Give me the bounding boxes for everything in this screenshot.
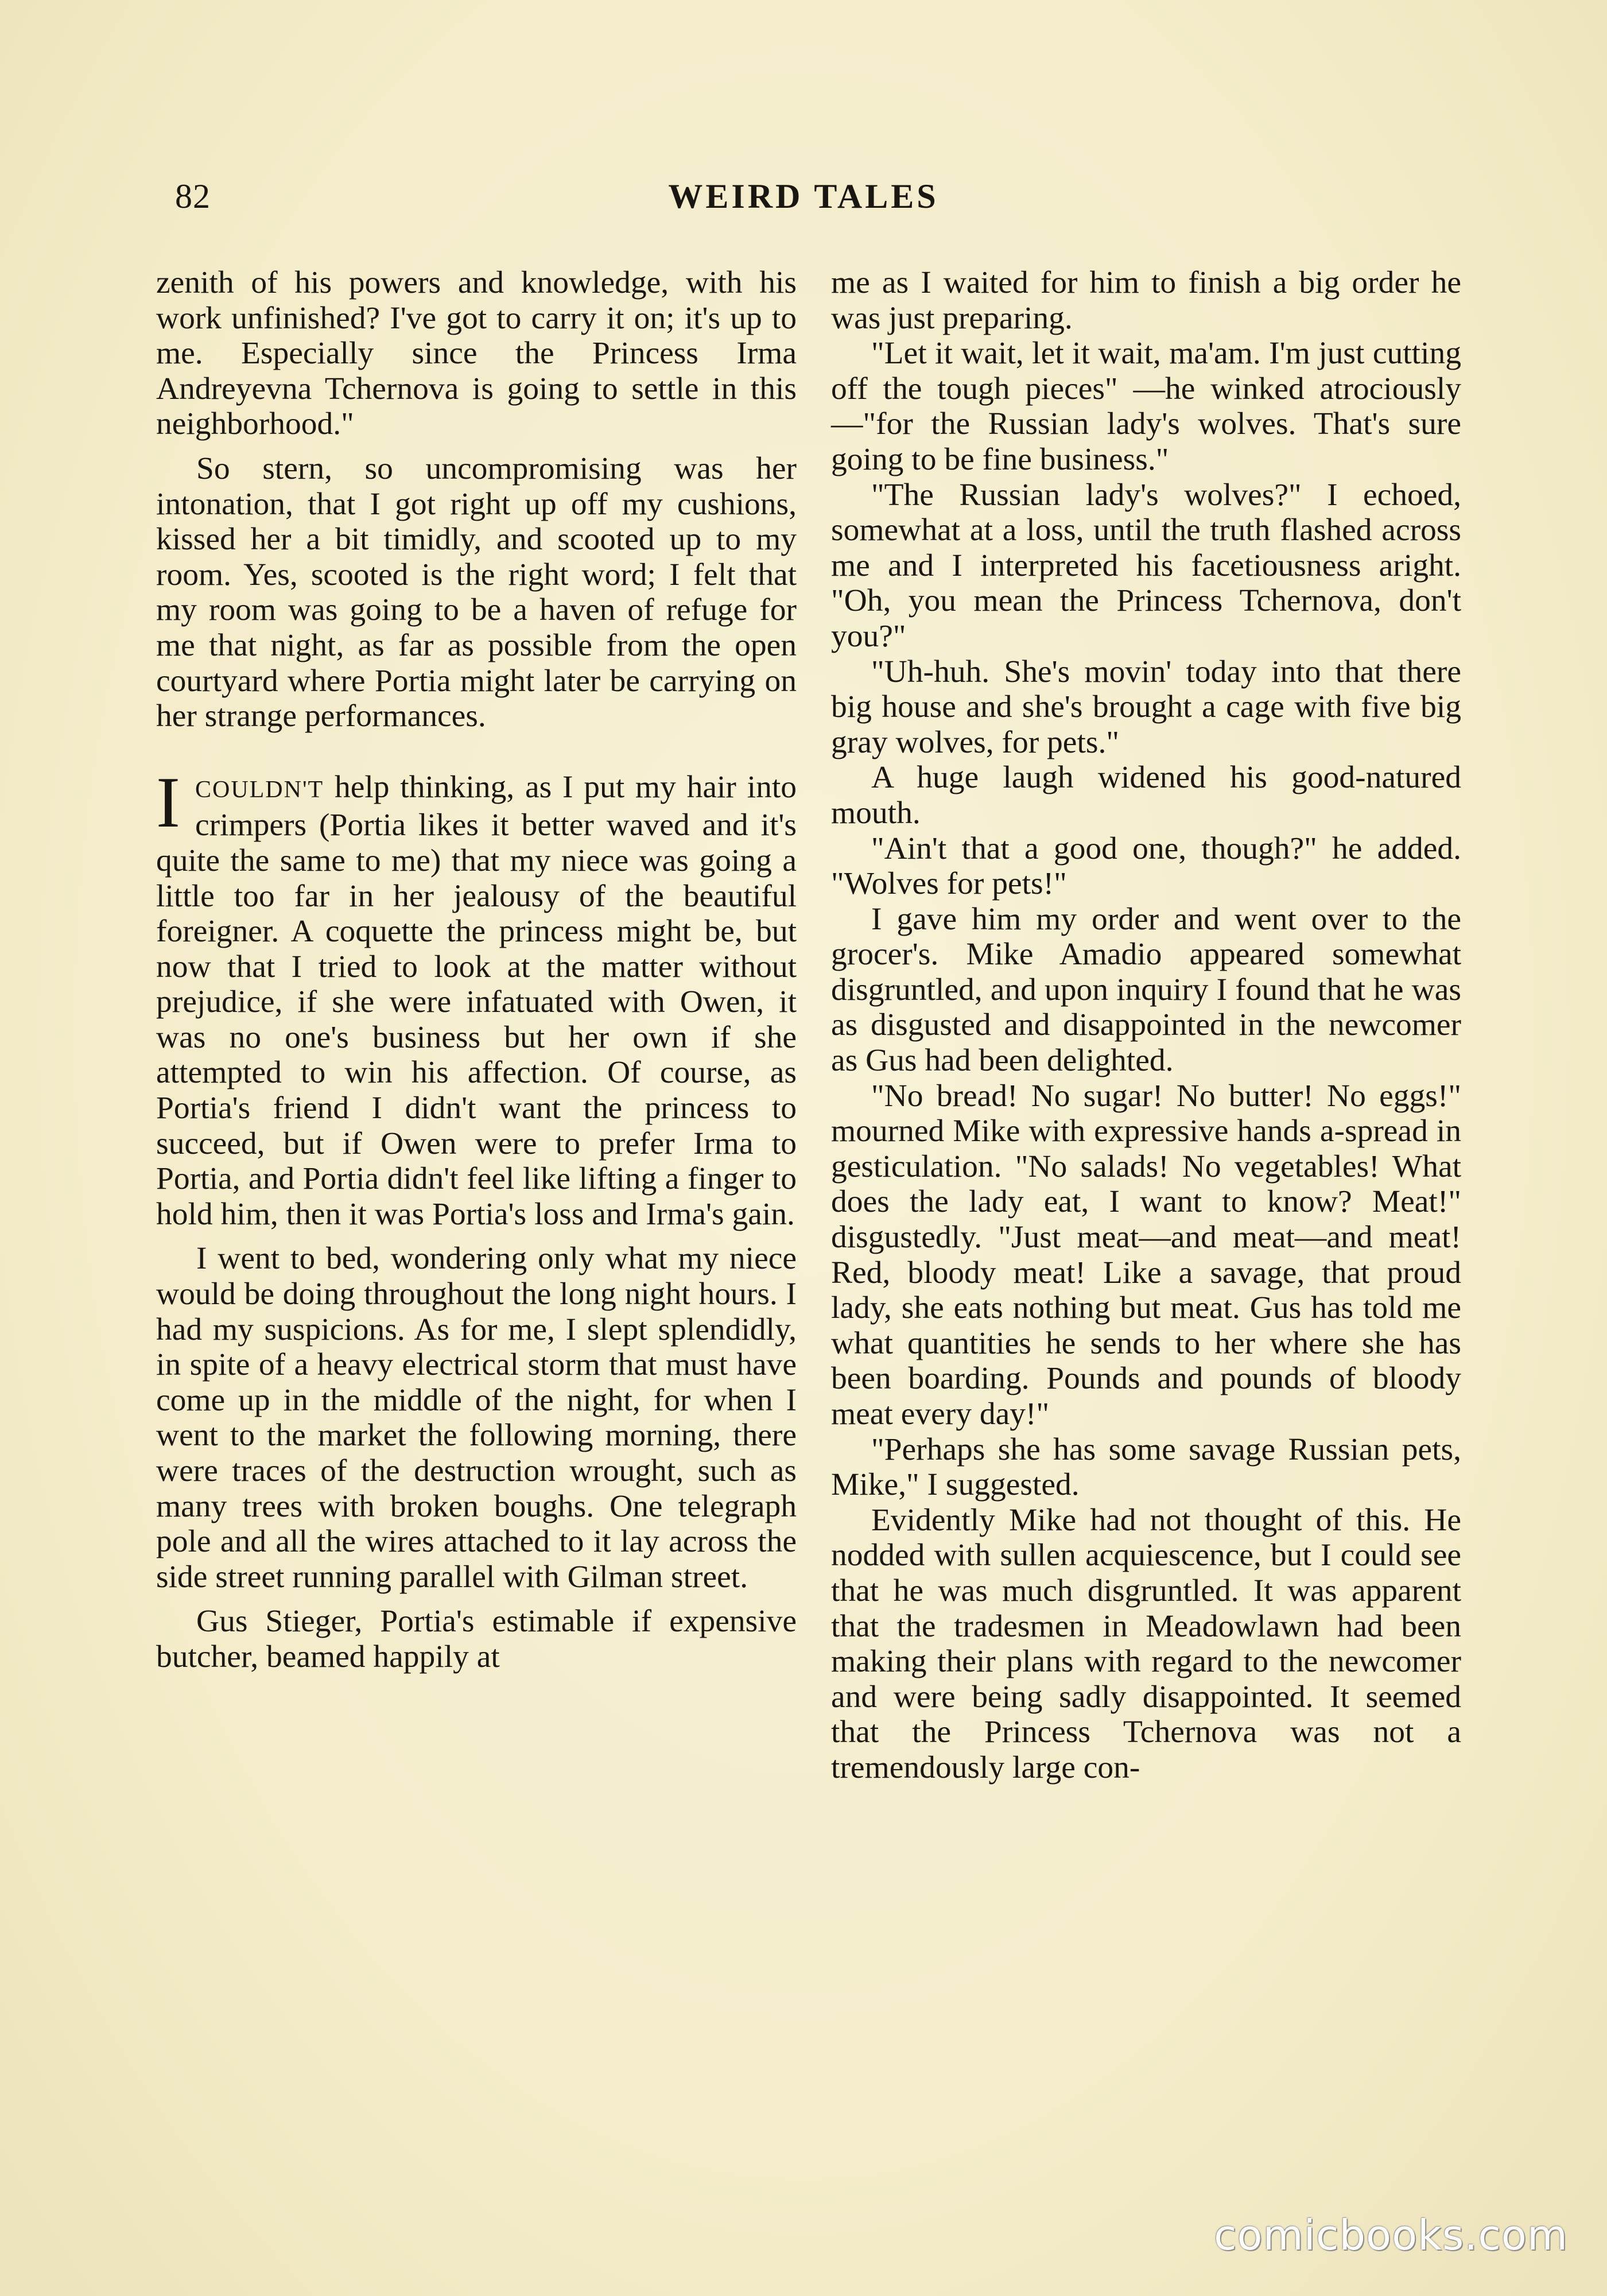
site-watermark: comicbooks.com xyxy=(1213,2211,1568,2259)
paragraph: "Let it wait, let it wait, ma'am. I'm just cutting off the tough pieces" —he winked atrociously—"for the Russian lady's wolves. That's sure going to be fine business." xyxy=(831,336,1461,477)
paragraph: "Uh-huh. She's movin' today into that there big house and she's brought a cage with five big gray wolves, for pets." xyxy=(831,654,1461,760)
drop-cap: I xyxy=(156,762,180,843)
paragraph-body: help thinking, as I put my hair into crimpers (Portia likes it better waved and it's quite the same to me) that my niece was going a little too far in her jealousy of the beautiful foreigner. A coquette the princess might be, but now that I tried to look at the matter without prejudice, if she were infatuated with Owen, it was no one's business but her own if she attempted to win his affection. Of course, as Portia's friend I didn't want the princess to succeed, but if Owen were to prefer Irma to Portia, and Portia didn't feel like lifting a finger to hold him, then it was Portia's loss and Irma's gain. xyxy=(156,769,797,1232)
section-opening-paragraph xyxy=(156,762,797,1232)
paragraph: A huge laugh widened his good-natured mouth. xyxy=(831,760,1461,831)
paragraph: Evidently Mike had not thought of this. He nodded with sullen acquiescence, but I could see that he was much disgruntled. It was apparent that the tradesmen in Meadowlawn had been making their plans with regard to the newcomer and were being sadly disappointed. It seemed that the Princess Tchernova was not a tremendously large con- xyxy=(831,1502,1461,1785)
paragraph: "The Russian lady's wolves?" I echoed, somewhat at a loss, until the truth flashed across me and I interpreted his facetiousness aright. "Oh, you mean the Princess Tchernova, don't you?" xyxy=(831,477,1461,654)
paragraph: me as I waited for him to finish a big order he was just preparing. xyxy=(831,265,1461,336)
page-number: 82 xyxy=(175,177,211,215)
paragraph: "Ain't that a good one, though?" he added. "Wolves for pets!" xyxy=(831,831,1461,902)
paragraph: "No bread! No sugar! No butter! No eggs!" mourned Mike with expressive hands a-spread in gesticulation. "No salads! No vegetables! What does the lady eat, I want to know? Meat!" disgustedly. "Just meat—and meat—and meat! Red, bloody meat! Like a savage, that proud lady, she eats nothing but meat. Gus has told me what quantities he sends to her where she has been boarding. Pounds and pounds of bloody meat every day!" xyxy=(831,1078,1461,1432)
paragraph: So stern, so uncompromising was her intonation, that I got right up off my cushions, kissed her a bit timidly, and scooted up to my room. Yes, scooted is the right word; I felt that my room was going to be a haven of refuge for me that night, as far as possible from the open courtyard where Portia might later be carrying on her strange performances. xyxy=(156,451,797,734)
paragraph: Gus Stieger, Portia's estimable if expensive butcher, beamed happily at xyxy=(156,1604,797,1674)
paragraph: I gave him my order and went over to the grocer's. Mike Amadio appeared somewhat disgruntled, and upon inquiry I found that he was as disgusted and disappointed in the newcomer as Gus had been delighted. xyxy=(831,901,1461,1079)
paragraph: "Perhaps she has some savage Russian pets, Mike," I suggested. xyxy=(831,1432,1461,1503)
left-text-column xyxy=(156,265,797,1675)
right-text-column xyxy=(831,265,1461,1786)
running-title: WEIRD TALES xyxy=(668,177,939,215)
paragraph: zenith of his powers and knowledge, with his work unfinished? I've got to carry it on; it's up to me. Especially since the Princess Irma Andreyevna Tchernova is going to settle in this neighborhood." xyxy=(156,265,797,442)
paragraph: I went to bed, wondering only what my niece would be doing throughout the long night hours. I had my suspicions. As for me, I slept splendidly, in spite of a heavy electrical storm that must have come up in the middle of the night, for when I went to the market the following morning, there were traces of the destruction wrought, such as many trees with broken boughs. One telegraph pole and all the wires attached to it lay across the side street running parallel with Gilman street. xyxy=(156,1241,797,1595)
small-caps-lead: COULDN'T xyxy=(195,776,324,803)
